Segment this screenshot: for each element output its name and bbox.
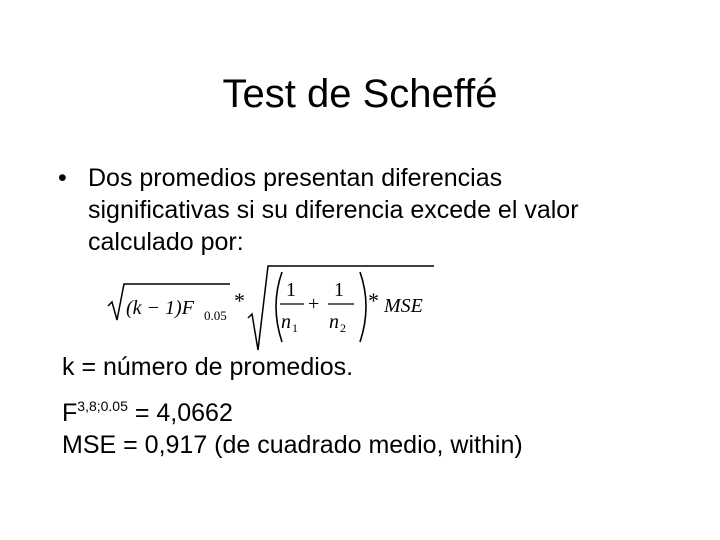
fraction-2-denominator: n (329, 311, 339, 333)
scheffe-formula (104, 262, 444, 354)
fraction-1-denominator: n (281, 311, 291, 333)
slide-title: Test de Scheffé (222, 72, 498, 116)
fraction-1-numerator: 1 (286, 279, 296, 301)
f-result: = 4,0662 (127, 399, 233, 427)
mse-term: MSE (384, 295, 423, 317)
multiply-star-1: * (234, 288, 245, 313)
fraction-2-numerator: 1 (334, 279, 344, 301)
multiply-star-2: * (368, 288, 379, 313)
f-base: F (62, 399, 78, 427)
f-subscript: 0.05 (204, 308, 227, 323)
f-superscript: 3,8;0.05 (77, 398, 128, 414)
plus-sign: + (308, 293, 320, 315)
mse-value: MSE = 0,917 (de cuadrado medio, within) (62, 431, 523, 459)
f-value (62, 391, 233, 428)
n2-subscript: 2 (340, 321, 346, 335)
k-minus-one-f: (k − 1)F (126, 297, 194, 319)
n1-subscript: 1 (292, 321, 298, 335)
bullet-text: Dos promedios presentan diferencias significativas si su diferencia excede el valor calculado por: (88, 164, 579, 256)
bullet-marker: • (58, 164, 67, 192)
k-definition: k = número de promedios. (62, 353, 354, 381)
